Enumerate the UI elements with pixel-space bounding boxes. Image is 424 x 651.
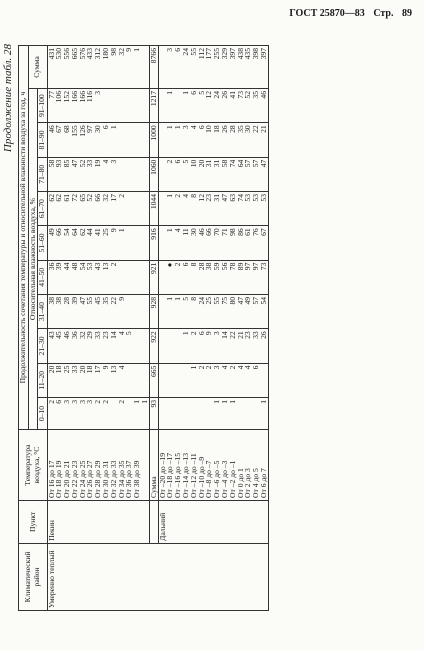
row-sum-column: 3 6 24 55 112 177 255 329 397 438 435 398 397: [158, 46, 268, 89]
row-sum-column: 431 530 556 665 576 433 312 180 98 32 9 1: [47, 46, 149, 89]
hours-column: 1 2 4 8 12 23 31 47 63 74 53 53 53: [158, 191, 268, 225]
rh-range-header: 41–50: [38, 260, 48, 294]
hours-column: 46 67 68 155 126 97 30 6 1: [47, 123, 149, 157]
grand-total-cell: 8766: [149, 46, 158, 89]
rh-range-header: 21–30: [38, 329, 48, 363]
hours-column: 1 1 1 1: [158, 397, 268, 429]
point-cell: Пекин: [47, 500, 149, 543]
humidity-temperature-table: [18, 45, 269, 611]
hours-column: 49 66 54 64 62 44 41 25 9 1: [47, 226, 149, 260]
region-cell: Умеренно теплый: [47, 543, 268, 610]
rh-range-header: 61–70: [38, 191, 48, 225]
table-row: [47, 46, 149, 611]
table-row: [158, 46, 268, 611]
hours-column: 77 106 152 166 166 116 3: [47, 88, 149, 122]
table-caption: Продолжение табл. 28: [2, 44, 14, 153]
hours-column: ● 2 6 8 28 38 59 56 78 89 97 97 73: [158, 260, 268, 294]
rh-range-header: 0–10: [38, 397, 48, 429]
rh-range-header: 81–90: [38, 123, 48, 157]
sum-cell: 1044: [149, 191, 158, 225]
hours-column: 1 1 5 8 24 25 55 75 80 47 49 57 54: [158, 294, 268, 328]
sum-cell: 928: [149, 294, 158, 328]
sum-cell: 1000: [149, 123, 158, 157]
sum-cell: 665: [149, 363, 158, 397]
hours-column: 36 39 44 48 54 53 43 13 2: [47, 260, 149, 294]
temperature-header: Температура воздуха, °С: [19, 430, 48, 501]
hours-column: 2 6 3 3 3 3 2 2 2 1 1: [47, 397, 149, 429]
hours-column: 1 4 11 30 46 66 70 71 98 86 61 76 67: [158, 226, 268, 260]
sum-cell: 93: [149, 397, 158, 429]
region-header: Климатический район: [19, 543, 48, 610]
hours-column: 38 38 28 39 47 55 45 35 22 9: [47, 294, 149, 328]
rh-range-header: 31–40: [38, 294, 48, 328]
sum-cell: 916: [149, 226, 158, 260]
hours-column: 20 18 25 33 20 18 17 9 13 4: [47, 363, 149, 397]
sum-cell: 1217: [149, 88, 158, 122]
hours-column: 43 45 46 36 32 29 33 23 14 4 5: [47, 329, 149, 363]
temperature-list: От 16 до 17 От 18 до 19 От 20 до 21 От 22 до 23 От 24 до 25 От 26 до 27 От 28 до 29 От 30 до 31 От 32 до 33 От 34 до 35 От 36 до 37 От 38 до 39: [47, 430, 149, 501]
page-number: 89: [402, 8, 412, 19]
rh-range-header: 91–100: [38, 88, 48, 122]
temperature-list: От –20 до –19 От –18 до –17 От –16 до –15 От –14 до –13 От –12 до –11 От –10 до –9 От –8 до –7 От –6 до –5 От –4 до –3 От –2 до –1 От 0 до 1 От 2 до 3 От 4 до 5 От 6 до 7: [158, 430, 268, 501]
standard-number: ГОСТ 25870—83: [289, 8, 365, 19]
duration-group-header: Продолжительность сочетания температуры и относительной влажности воздуха за год, ч: [19, 46, 29, 430]
sum-cell: 1060: [149, 157, 158, 191]
point-header: Пункт: [19, 500, 48, 543]
rh-range-header: 11–20: [38, 363, 48, 397]
point-cell: Дальний: [158, 500, 268, 543]
rh-range-header: 71–80: [38, 157, 48, 191]
sum-row-label: Сумма: [149, 430, 158, 501]
sum-header: Сумма: [28, 46, 47, 89]
page-label: Стр.: [373, 8, 394, 19]
rh-range-header: 51–60: [38, 226, 48, 260]
hours-column: 1 2 6 9 3 14 22 21 23 33 26: [158, 329, 268, 363]
sum-row: [149, 46, 158, 611]
sum-cell: 922: [149, 329, 158, 363]
hours-column: 58 93 85 47 52 33 19 4 3: [47, 157, 149, 191]
humidity-subgroup-header: Относительная влажность воздуха, %: [28, 88, 38, 429]
hours-column: 1 2 2 3 4 2 4 4 6: [158, 363, 268, 397]
hours-column: 1 1 3 4 6 10 18 26 28 35 30 22 21: [158, 123, 268, 157]
hours-column: 1 1 6 5 12 24 26 41 73 52 35 46: [158, 88, 268, 122]
hours-column: 2 6 5 10 20 31 31 58 74 64 57 57 47: [158, 157, 268, 191]
sum-cell: 921: [149, 260, 158, 294]
hours-column: 62 62 61 72 65 52 66 32 17 2: [47, 191, 149, 225]
